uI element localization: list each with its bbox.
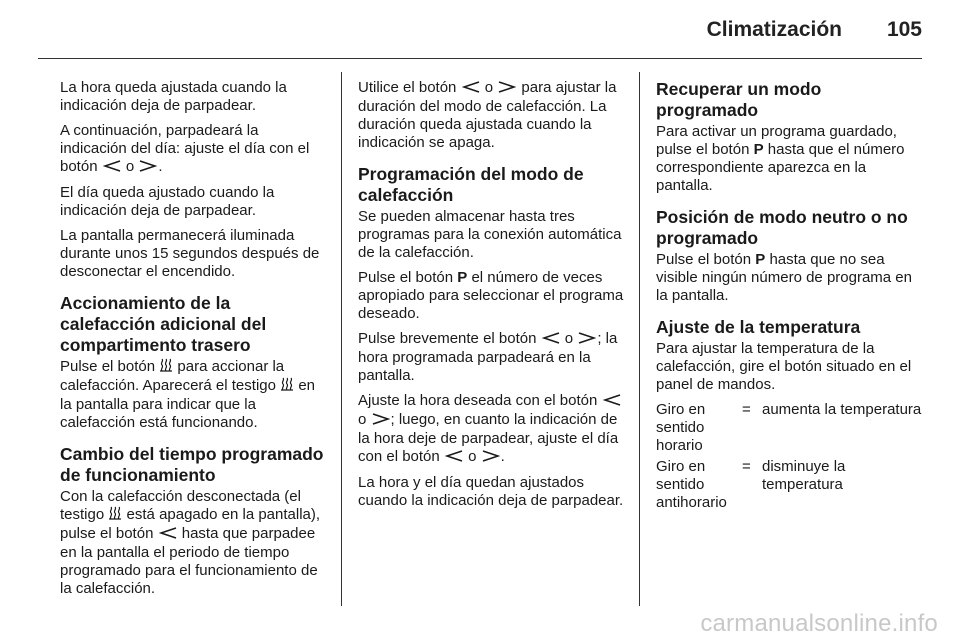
header-rule <box>38 58 922 59</box>
triangle-right-icon <box>139 159 157 177</box>
triangle-left-icon <box>159 526 177 544</box>
triangle-left-icon <box>103 159 121 177</box>
page-header <box>0 0 960 60</box>
paragraph: Para activar un programa guardado, pulse el botón P hasta que el número correspondiente aparezca en la pantalla. <box>656 123 905 194</box>
column-divider-1 <box>341 72 342 606</box>
paragraph: La hora queda ajustada cuando la indicación deja de parpadear. <box>60 79 287 114</box>
paragraph: A continuación, parpadeará la indicación del día: ajuste el día con el botón o . <box>60 122 310 175</box>
section-heading: Posición de modo neutro o no programado <box>656 207 908 248</box>
paragraph: Con la calefacción desconectada (el testigo está apagado en la pantalla), pulse el botón hasta que parpadee en la pantalla el periodo de tiempo programado para el funcionamiento de la calefacción. <box>60 488 321 597</box>
column-1 <box>60 79 328 605</box>
table-cell-value: aumenta la temperatura <box>762 401 922 418</box>
heater-icon <box>160 358 172 377</box>
triangle-left-icon <box>542 331 560 349</box>
paragraph: Ajuste la hora deseada con el botón o ; luego, en cuanto la indicación de la hora deje de parpadear, ajuste el día con el botón o . <box>358 392 626 467</box>
triangle-left-icon <box>445 449 463 467</box>
paragraph: Pulse el botón P hasta que no sea visible ningún número de programa en la pantalla. <box>656 251 912 304</box>
program-key-label: P <box>753 141 764 158</box>
column-2 <box>358 79 626 517</box>
section-heading: Programación del modo de calefacción <box>358 164 584 205</box>
column-3 <box>656 79 924 512</box>
section-heading: Ajuste de la temperatura <box>656 317 861 337</box>
table-cell-value: disminuye la temperatura <box>762 458 846 493</box>
section-heading: Recuperar un modo programado <box>656 79 822 120</box>
page-title: Climatización <box>706 18 842 41</box>
table-cell-label: Giro en sentido horario <box>656 401 706 454</box>
page-number: 105 <box>886 18 922 41</box>
section-heading: Accionamiento de la calefacción adicional del compartimento trasero <box>60 293 267 355</box>
paragraph: Se pueden almacenar hasta tres programas para la conexión automática de la calefacción. <box>358 208 622 261</box>
section-heading: Cambio del tiempo programado de funcionamiento <box>60 444 324 485</box>
triangle-right-icon <box>482 449 500 467</box>
paragraph: Para ajustar la temperatura de la calefacción, gire el botón situado en el panel de mandos. <box>656 340 912 393</box>
heater-icon <box>109 506 121 525</box>
paragraph: Pulse el botón para accionar la calefacción. Aparecerá el testigo en la pantalla para indicar que la calefacción está funcionando. <box>60 358 315 431</box>
table-cell-label: Giro en sentido antihorario <box>656 458 727 511</box>
paragraph: La pantalla permanecerá iluminada durante unos 15 segundos después de desconectar el encendido. <box>60 227 320 280</box>
temperature-table <box>656 401 924 512</box>
table-cell-separator: = <box>742 458 751 475</box>
column-divider-2 <box>639 72 640 606</box>
paragraph: Pulse el botón P el número de veces apropiado para seleccionar el programa deseado. <box>358 269 624 322</box>
paragraph: Utilice el botón o para ajustar la duración del modo de calefacción. La duración queda ajustada cuando la indicación se apaga. <box>358 79 617 151</box>
triangle-right-icon <box>498 80 516 98</box>
triangle-right-icon <box>578 331 596 349</box>
table-row <box>656 458 924 512</box>
triangle-left-icon <box>603 393 621 411</box>
heater-icon <box>281 377 293 396</box>
paragraph: Pulse brevemente el botón o ; la hora programada parpadeará en la pantalla. <box>358 330 618 384</box>
paragraph: La hora y el día quedan ajustados cuando la indicación deja de parpadear. <box>358 474 624 509</box>
watermark: carmanualsonline.info <box>700 610 938 637</box>
program-key-label: P <box>457 269 468 286</box>
paragraph: El día queda ajustado cuando la indicación deja de parpadear. <box>60 184 275 219</box>
program-key-label: P <box>755 251 766 268</box>
table-row <box>656 401 924 458</box>
table-cell-separator: = <box>742 401 751 418</box>
triangle-right-icon <box>372 412 390 430</box>
triangle-left-icon <box>462 80 480 98</box>
